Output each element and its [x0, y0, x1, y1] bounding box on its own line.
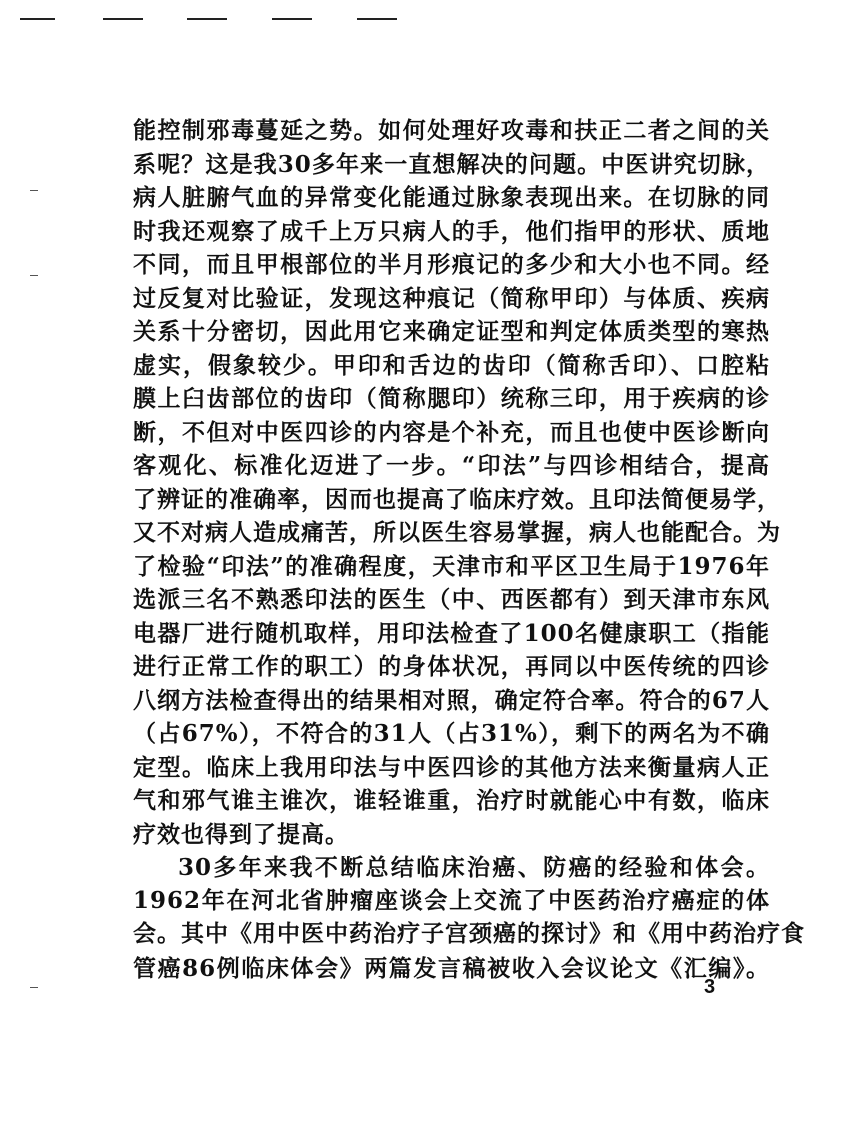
text-line: 了辨证的准确率，因而也提高了临床疗效。且印法简便易学， [133, 486, 781, 513]
text-line: 了检验“印法”的准确程度，天津市和平区卫生局于1976年 [133, 553, 770, 580]
margin-mark [30, 987, 38, 988]
text-line: 时我还观察了成千上万只病人的手，他们指甲的形状、质地 [133, 218, 770, 245]
top-rule-dash [357, 18, 397, 20]
top-rule-dash [20, 18, 55, 20]
text-line: 膜上臼齿部位的齿印（简称腮印）统称三印，用于疾病的诊 [133, 385, 770, 412]
text-line: 断，不但对中医四诊的内容是个补充，而且也使中医诊断向 [133, 419, 770, 446]
text-line: 系呢？这是我30多年来一直想解决的问题。中医讲究切脉， [133, 151, 770, 178]
page-number: 3 [704, 976, 716, 998]
text-line: 病人脏腑气血的异常变化能通过脉象表现出来。在切脉的同 [133, 184, 770, 211]
text-line: 1962年在河北省肿瘤座谈会上交流了中医药治疗癌症的体 [133, 887, 770, 914]
text-line: 虚实，假象较少。甲印和舌边的齿印（简称舌印）、口腔粘 [133, 352, 770, 379]
text-line: 过反复对比验证，发现这种痕记（简称甲印）与体质、疾病 [133, 285, 770, 312]
margin-mark [30, 190, 38, 191]
text-line: 关系十分密切，因此用它来确定证型和判定体质类型的寒热 [133, 318, 770, 345]
top-rule-dash [272, 18, 312, 20]
text-line: 选派三名不熟悉印法的医生（中、西医都有）到天津市东风 [133, 586, 770, 613]
margin-mark [30, 275, 38, 276]
top-rule-dash [103, 18, 143, 20]
text-line: 八纲方法检查得出的结果相对照，确定符合率。符合的67人 [133, 687, 770, 714]
text-line: 定型。临床上我用印法与中医四诊的其他方法来衡量病人正 [133, 754, 770, 781]
text-line: 不同，而且甲根部位的半月形痕记的多少和大小也不同。经 [133, 251, 770, 278]
text-line: 进行正常工作的职工）的身体状况，再同以中医传统的四诊 [133, 653, 770, 680]
text-line: 30多年来我不断总结临床治癌、防癌的经验和体会。 [178, 854, 770, 881]
text-line: 管癌86例临床体会》两篇发言稿被收入会议论文《汇编》。 [133, 955, 770, 982]
text-line: （占67%），不符合的31人（占31%），剩下的两名为不确 [133, 720, 770, 747]
text-line: 客观化、标准化迈进了一步。“印法”与四诊相结合，提高 [133, 452, 770, 479]
text-line: 会。其中《用中医中药治疗子宫颈癌的探讨》和《用中药治疗食 [133, 920, 805, 947]
text-line: 电器厂进行随机取样，用印法检查了100名健康职工（指能 [133, 620, 770, 647]
text-line: 气和邪气谁主谁次，谁轻谁重，治疗时就能心中有数，临床 [133, 787, 770, 814]
text-line: 又不对病人造成痛苦，所以医生容易掌握，病人也能配合。为 [133, 519, 781, 546]
top-rule-dash [187, 18, 227, 20]
text-line: 能控制邪毒蔓延之势。如何处理好攻毒和扶正二者之间的关 [133, 117, 770, 144]
text-line: 疗效也得到了提高。 [133, 821, 349, 848]
